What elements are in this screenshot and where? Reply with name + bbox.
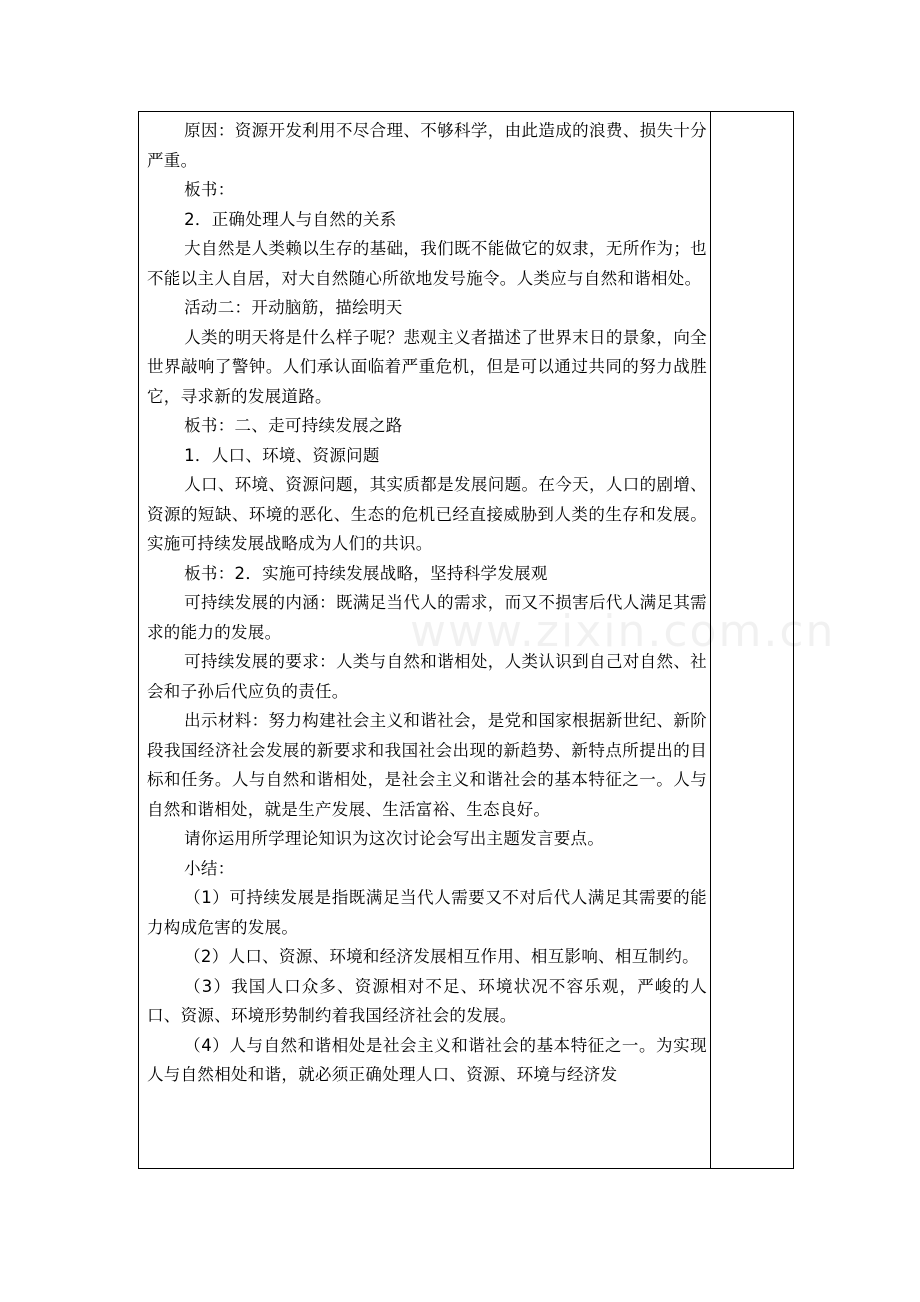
- paragraph-board-section-two: 板书：二、走可持续发展之路: [184, 416, 403, 435]
- paragraph-material: 出示材料：努力构建社会主义和谐社会，是党和国家根据新世纪、新阶段我国经济社会发展的新要求和我国社会出现的新趋势、新特点所提出的目标和任务。人与自然和谐相处，是社会主义和谐社会的基本特征之一。人与自然和谐相处，就是生产发展、生活富裕、生态良好。: [147, 711, 707, 819]
- paragraph-cause: 原因：资源开发利用不尽合理、不够科学，由此造成的浪费、损失十分严重。: [147, 121, 707, 170]
- lesson-content-cell: [147, 116, 707, 1090]
- paragraph-board-strategy: 板书：2．实施可持续发展战略，坚持科学发展观: [184, 563, 548, 583]
- summary-item-2: （2）人口、资源、环境和经济发展相互作用、相互影响、相互制约。: [184, 947, 699, 966]
- paragraph-nature: 大自然是人类赖以生存的基础，我们既不能做它的奴隶，无所作为；也不能以主人自居，对大自然随心所欲地发号施令。人类应与自然和谐相处。: [147, 239, 707, 288]
- paragraph-board-label: 板书：: [184, 180, 235, 199]
- paragraph-heading-1: 1．人口、环境、资源问题: [184, 445, 380, 465]
- paragraph-task: 请你运用所学理论知识为这次讨论会写出主题发言要点。: [184, 829, 605, 848]
- summary-item-1: （1）可持续发展是指既满足当代人需要又不对后代人满足其需要的能力构成危害的发展。: [147, 888, 707, 937]
- watermark: www.zixin.com.cn: [410, 606, 836, 657]
- paragraph-tomorrow: 人类的明天将是什么样子呢？悲观主义者描述了世界末日的景象，向全世界敲响了警钟。人们承认面临着严重危机，但是可以通过共同的努力战胜它，寻求新的发展道路。: [147, 327, 707, 406]
- paragraph-heading-2: 2．正确处理人与自然的关系: [184, 209, 397, 229]
- paragraph-problems: 人口、环境、资源问题，其实质都是发展问题。在今天，人口的剧增、资源的短缺、环境的恶化、生态的危机已经直接威胁到人类的生存和发展。实施可持续发展战略成为人们的共识。: [147, 475, 707, 553]
- paragraph-summary-label: 小结：: [184, 858, 235, 878]
- paragraph-requirements: 可持续发展的要求：人类与自然和谐相处，人类认识到自己对自然、社会和子孙后代应负的责任。: [147, 652, 707, 701]
- summary-item-4: （4）人与自然和谐相处是社会主义和谐社会的基本特征之一。为实现人与自然相处和谐，就必须正确处理人口、资源、环境与经济发: [147, 1035, 707, 1084]
- paragraph-definition: 可持续发展的内涵：既满足当代人的需求，而又不损害后代人满足其需求的能力的发展。: [147, 593, 707, 642]
- summary-item-3: （3）我国人口众多、资源相对不足、环境状况不容乐观，严峻的人口、资源、环境形势制约着我国经济社会的发展。: [147, 976, 707, 1025]
- paragraph-activity-two: 活动二：开动脑筋，描绘明天: [184, 298, 403, 317]
